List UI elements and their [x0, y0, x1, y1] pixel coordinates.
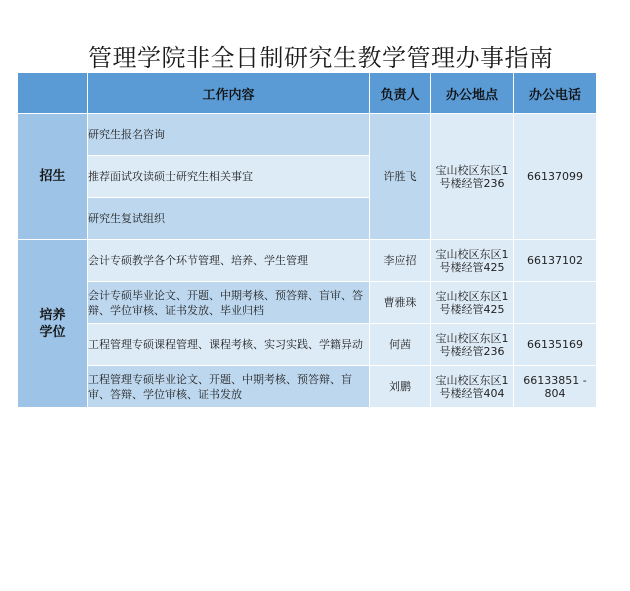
task-cell: 推荐面试攻读硕士研究生相关事宜 [88, 156, 370, 198]
person-cell: 许胜飞 [370, 114, 431, 240]
phone-cell: 66137102 [514, 240, 597, 282]
person-cell: 曹雅珠 [370, 282, 431, 324]
task-cell: 会计专硕教学各个环节管理、培养、学生管理 [88, 240, 370, 282]
table-row [18, 324, 597, 366]
place-cell: 宝山校区东区1号楼经管236 [431, 114, 514, 240]
category-training-degree [18, 240, 88, 408]
task-cell: 研究生报名咨询 [88, 114, 370, 156]
header-phone: 办公电话 [514, 73, 597, 114]
place-cell: 宝山校区东区1号楼经管425 [431, 282, 514, 324]
phone-cell: 66135169 [514, 324, 597, 366]
header-place: 办公地点 [431, 73, 514, 114]
table-row [18, 366, 597, 408]
person-cell: 何茜 [370, 324, 431, 366]
category-label: 培养 学位 [39, 307, 66, 340]
phone-cell [514, 282, 597, 324]
task-cell: 研究生复试组织 [88, 198, 370, 240]
phone-cell: 66137099 [514, 114, 597, 240]
page-title: 管理学院非全日制研究生教学管理办事指南 [88, 44, 554, 72]
place-cell: 宝山校区东区1号楼经管236 [431, 324, 514, 366]
table-row [18, 282, 597, 324]
table-row [18, 114, 597, 156]
category-admission: 招生 [18, 114, 88, 240]
guide-table [17, 72, 597, 408]
header-content: 工作内容 [88, 73, 370, 114]
task-cell: 会计专硕毕业论文、开题、中期考核、预答辩、盲审、答辩、学位审核、证书发放、毕业归档 [88, 282, 370, 324]
phone-cell: 66133851 - 804 [514, 366, 597, 408]
task-cell: 工程管理专硕毕业论文、开题、中期考核、预答辩、盲审、答辩、学位审核、证书发放 [88, 366, 370, 408]
header-category [18, 73, 88, 114]
table-row [18, 240, 597, 282]
place-cell: 宝山校区东区1号楼经管404 [431, 366, 514, 408]
task-cell: 工程管理专硕课程管理、课程考核、实习实践、学籍异动 [88, 324, 370, 366]
person-cell: 李应招 [370, 240, 431, 282]
table-header-row [18, 73, 597, 114]
person-cell: 刘鹏 [370, 366, 431, 408]
header-person: 负责人 [370, 73, 431, 114]
place-cell: 宝山校区东区1号楼经管425 [431, 240, 514, 282]
